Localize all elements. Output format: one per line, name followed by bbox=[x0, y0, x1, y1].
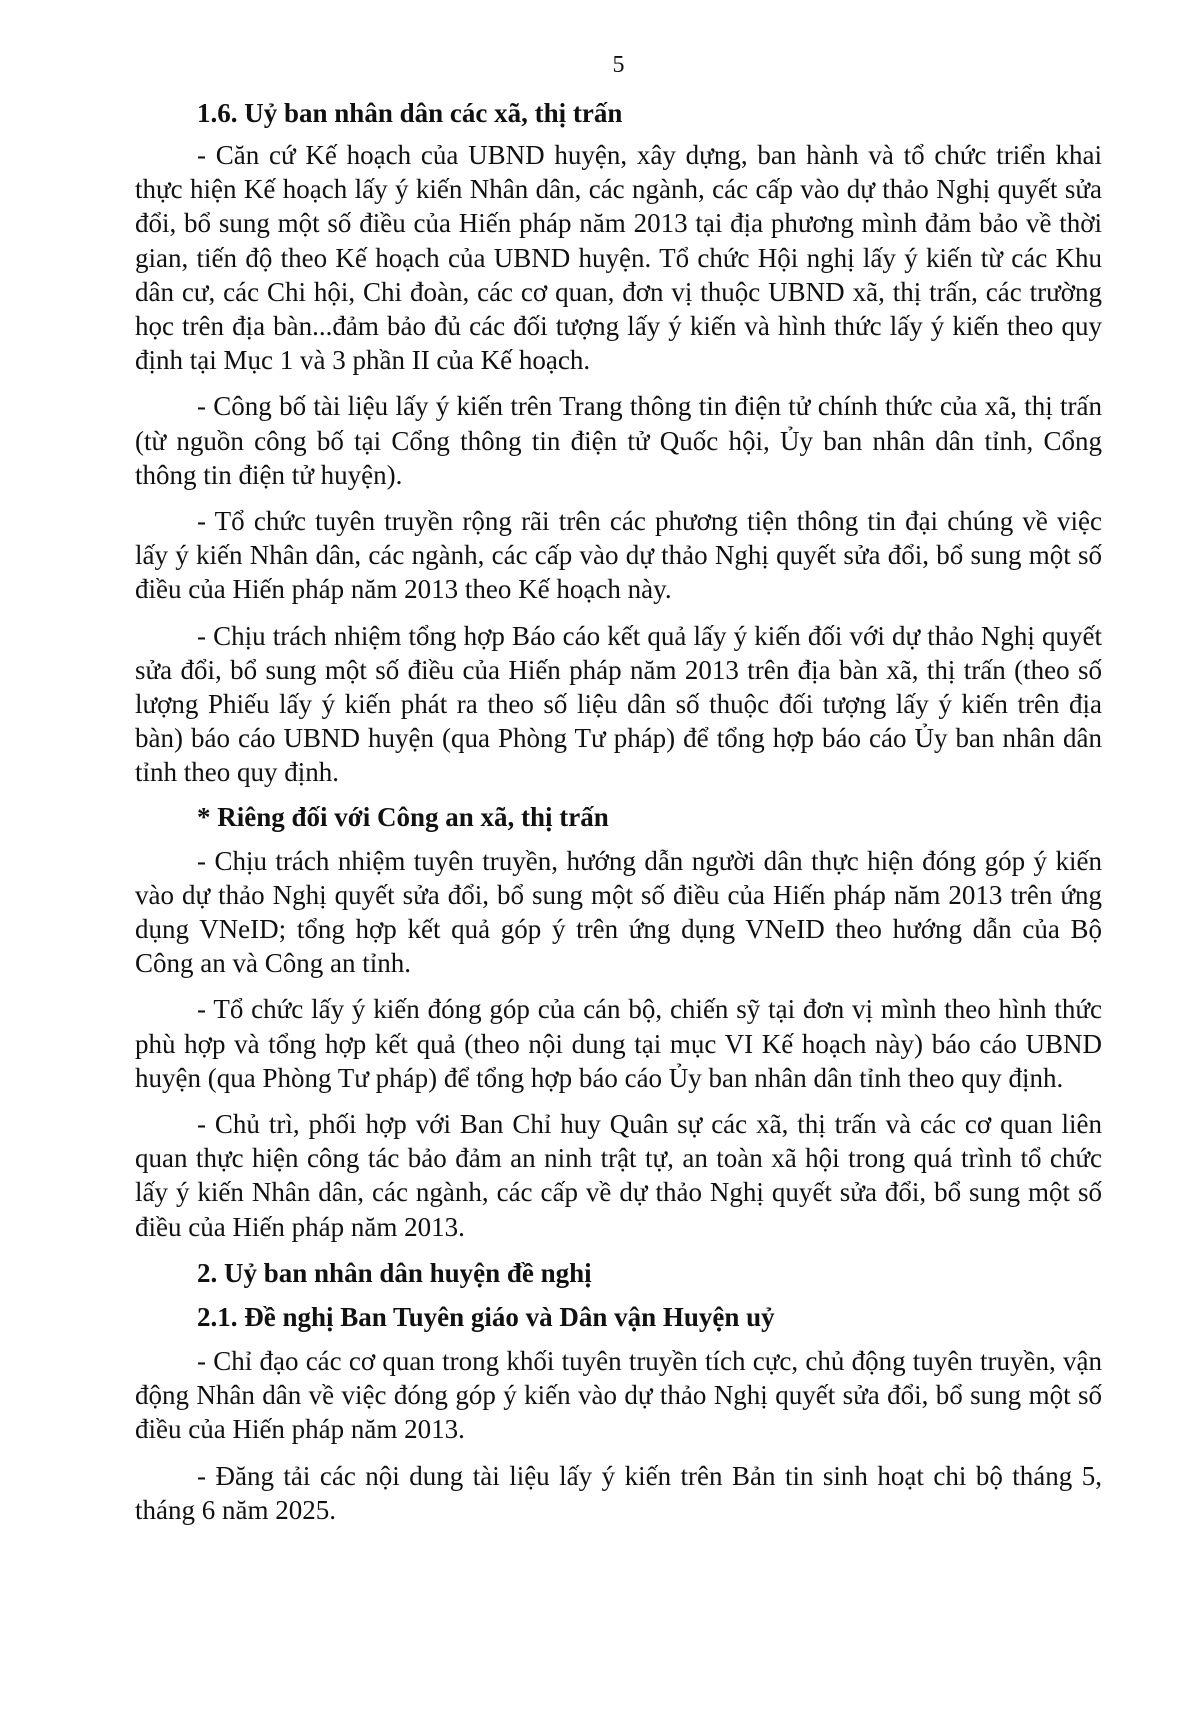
section-heading-1-6: 1.6. Uỷ ban nhân dân các xã, thị trấn bbox=[197, 98, 623, 128]
paragraph: - Đăng tải các nội dung tài liệu lấy ý kiến trên Bản tin sinh hoạt chi bộ tháng 5, tháng 6 năm 2025. bbox=[135, 1460, 1102, 1525]
paragraph: - Tổ chức lấy ý kiến đóng góp của cán bộ, chiến sỹ tại đơn vị mình theo hình thức phù hợp và tổng hợp kết quả (theo nội dung tại mục VI Kế hoạch này) báo cáo UBND huyện (qua Phòng Tư pháp) để tổng hợp báo cáo Ủy ban nhân dân tỉnh theo quy định. bbox=[135, 994, 1102, 1093]
paragraph: - Chủ trì, phối hợp với Ban Chỉ huy Quân sự các xã, thị trấn và các cơ quan liên quan thực hiện công tác bảo đảm an ninh trật tự, an toàn xã hội trong quá trình tổ chức lấy ý kiến Nhân dân, các ngành, các cấp về dự thảo Nghị quyết sửa đổi, bổ sung một số điều của Hiến pháp năm 2013. bbox=[135, 1109, 1102, 1242]
paragraph: - Căn cứ Kế hoạch của UBND huyện, xây dựng, ban hành và tổ chức triển khai thực hiện Kế hoạch lấy ý kiến Nhân dân, các ngành, các cấp vào dự thảo Nghị quyết sửa đổi, bổ sung một số điều của Hiến pháp năm 2013 tại địa phương mình đảm bảo về thời gian, tiến độ theo Kế hoạch của UBND huyện. Tổ chức Hội nghị lấy ý kiến từ các Khu dân cư, các Chi hội, Chi đoàn, các cơ quan, đơn vị thuộc UBND xã, thị trấn, các trường học trên địa bàn...đảm bảo đủ các đối tượng lấy ý kiến và hình thức lấy ý kiến theo quy định tại Mục 1 và 3 phần II của Kế hoạch. bbox=[135, 140, 1102, 376]
section-heading-2: 2. Uỷ ban nhân dân huyện đề nghị bbox=[197, 1257, 592, 1288]
subsection-heading-police: * Riêng đối với Công an xã, thị trấn bbox=[197, 801, 609, 832]
document-page bbox=[135, 48, 1102, 1527]
paragraph: - Tổ chức tuyên truyền rộng rãi trên các phương tiện thông tin đại chúng về việc lấy ý kiến Nhân dân, các ngành, các cấp vào dự thảo Nghị quyết sửa đổi, bổ sung một số điều của Hiến pháp năm 2013 theo Kế hoạch này. bbox=[135, 506, 1102, 605]
paragraph: - Chịu trách nhiệm tổng hợp Báo cáo kết quả lấy ý kiến đối với dự thảo Nghị quyết sửa đổi, bổ sung một số điều của Hiến pháp năm 2013 trên địa bàn xã, thị trấn (theo số lượng Phiếu lấy ý kiến phát ra theo số liệu dân số thuộc đối tượng lấy ý kiến trên địa bàn) báo cáo UBND huyện (qua Phòng Tư pháp) để tổng hợp báo cáo Ủy ban nhân dân tỉnh theo quy định. bbox=[135, 620, 1102, 788]
page-number: 5 bbox=[612, 52, 625, 78]
paragraph: - Chịu trách nhiệm tuyên truyền, hướng dẫn người dân thực hiện đóng góp ý kiến vào dự thảo Nghị quyết sửa đổi, bổ sung một số điều của Hiến pháp năm 2013 trên ứng dụng VNeID; tổng hợp kết quả góp ý trên ứng dụng VNeID theo hướng dẫn của Bộ Công an và Công an tỉnh. bbox=[135, 845, 1102, 979]
section-heading-2-1: 2.1. Đề nghị Ban Tuyên giáo và Dân vận Huyện uỷ bbox=[197, 1301, 775, 1332]
paragraph: - Công bố tài liệu lấy ý kiến trên Trang thông tin điện tử chính thức của xã, thị trấn (từ nguồn công bố tại Cổng thông tin điện tử Quốc hội, Ủy ban nhân dân tỉnh, Cổng thông tin điện tử huyện). bbox=[135, 391, 1102, 490]
paragraph: - Chỉ đạo các cơ quan trong khối tuyên truyền tích cực, chủ động tuyên truyền, vận động Nhân dân về việc đóng góp ý kiến vào dự thảo Nghị quyết sửa đổi, bổ sung một số điều của Hiến pháp năm 2013. bbox=[135, 1345, 1102, 1445]
